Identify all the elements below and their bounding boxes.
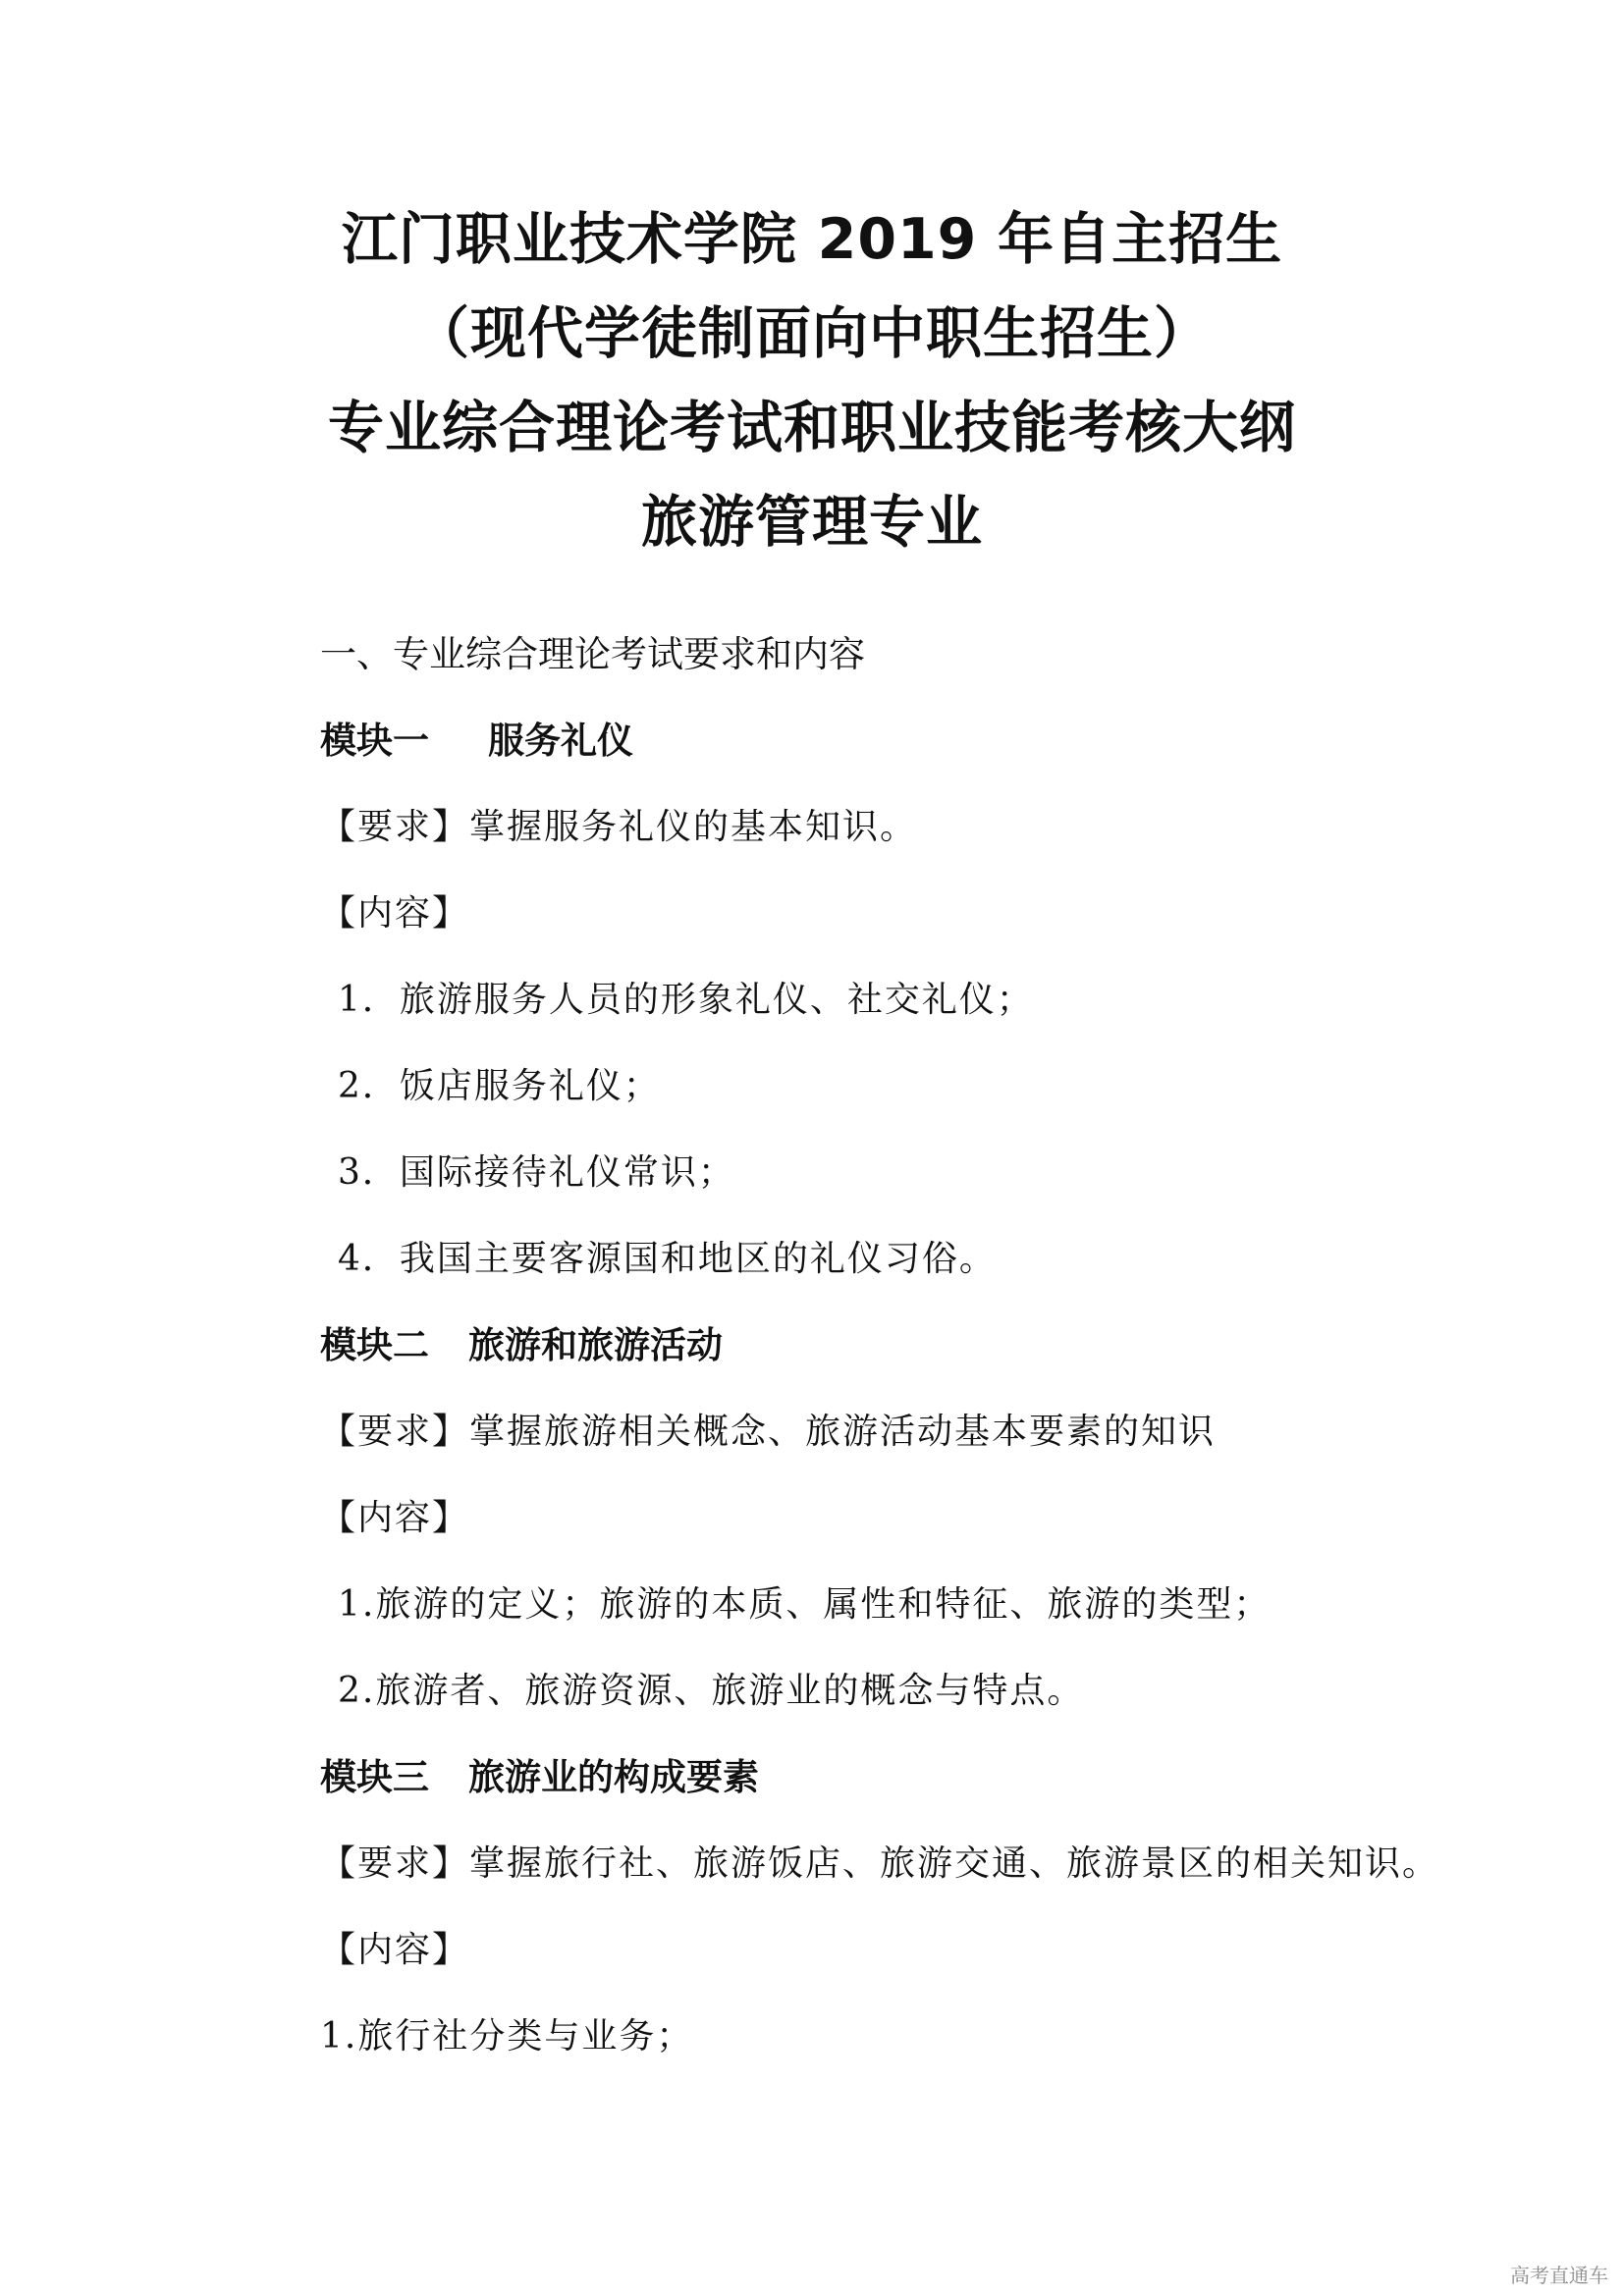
module-2-item-1: 1.旅游的定义；旅游的本质、属性和特征、旅游的类型； — [338, 1584, 1272, 1625]
module-2-heading — [320, 1324, 723, 1367]
module-2-name: 旅游和旅游活动 — [468, 1324, 723, 1366]
module-1-item-4: 4．我国主要客源国和地区的礼仪习俗。 — [338, 1239, 997, 1279]
module-1-content-label: 【内容】 — [320, 893, 470, 934]
module-2-requirement: 【要求】掌握旅游相关概念、旅游活动基本要素的知识 — [320, 1412, 1217, 1452]
module-3-heading — [320, 1756, 759, 1799]
module-3-label: 模块三 — [320, 1756, 429, 1798]
module-1-item-3: 3．国际接待礼仪常识； — [338, 1152, 735, 1193]
module-1-heading — [320, 720, 633, 763]
module-2-content-label: 【内容】 — [320, 1498, 470, 1538]
title-line-3: 专业综合理论考试和职业技能考核大纲 — [328, 396, 1296, 460]
module-2-label: 模块二 — [320, 1324, 429, 1366]
module-1-label: 模块一 — [320, 720, 429, 762]
watermark-text: 高考直通车 — [1510, 2264, 1608, 2287]
module-3-name: 旅游业的构成要素 — [468, 1756, 759, 1798]
section-heading: 一、专业综合理论考试要求和内容 — [320, 633, 865, 675]
title-line-2: （现代学徒制面向中职生招生） — [413, 301, 1211, 366]
module-3-requirement: 【要求】掌握旅行社、旅游饭店、旅游交通、旅游景区的相关知识。 — [320, 1843, 1440, 1884]
module-1-item-1: 1．旅游服务人员的形象礼仪、社交礼仪； — [338, 980, 1034, 1020]
module-2-item-2: 2.旅游者、旅游资源、旅游业的概念与特点。 — [338, 1671, 1085, 1711]
module-3-content-label: 【内容】 — [320, 1930, 470, 1970]
title-line-1: 江门职业技术学院 2019 年自主招生 — [341, 207, 1283, 272]
document-title — [0, 192, 1624, 569]
module-3-item-1: 1.旅行社分类与业务； — [320, 2016, 694, 2056]
module-1-item-2: 2．饭店服务礼仪； — [338, 1066, 661, 1106]
module-1-name: 服务礼仪 — [488, 720, 633, 762]
module-1-requirement: 【要求】掌握服务礼仪的基本知识。 — [320, 807, 918, 847]
title-line-4: 旅游管理专业 — [641, 490, 983, 555]
